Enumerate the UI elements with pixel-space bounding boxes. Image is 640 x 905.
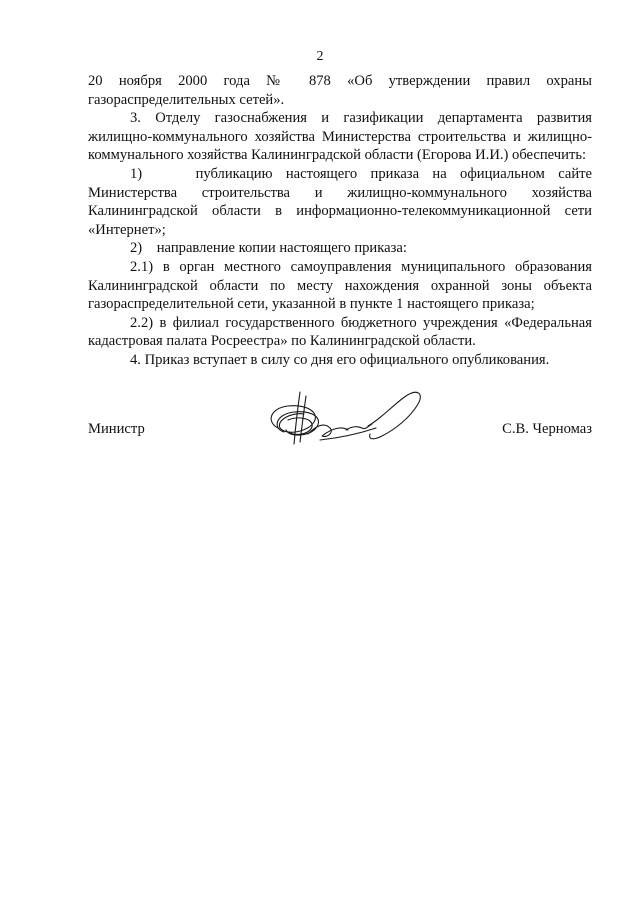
- page-number: 2: [316, 49, 324, 64]
- signatory-name: С.В. Черномаз: [502, 421, 592, 437]
- paragraph-item-4: 4. Приказ вступает в силу со дня его официального опубликования.: [130, 351, 550, 368]
- paragraph-subitem-2: 2) направление копии настоящего приказа:: [130, 240, 407, 257]
- paragraph-item-3: 3. Отделу газоснабжения и газификации департамента развития жилищно-коммунального хозяйства Министерства строительства и жилищно-коммунального хозяйства Калининградской области (Егорова И.И.) обеспечить:: [88, 110, 592, 164]
- paragraph-subitem-2-1: 2.1) в орган местного самоуправления муниципального образования Калининградской области по месту нахождения охранной зоны объекта газораспределительной сети, указанной в пункте 1 настоящего приказа;: [88, 258, 592, 313]
- signatory-title: Министр: [88, 421, 145, 437]
- paragraph-subitem-1: 1) публикацию настоящего приказа на официальном сайте Министерства строительства и жилищно-коммунального хозяйства Калининградской области в информационно-телекоммуникационной сети «Интернет»;: [88, 165, 592, 238]
- document-body: [88, 72, 592, 370]
- signature-block: [88, 382, 592, 462]
- paragraph-subitem-2-2: 2.2) в филиал государственного бюджетного учреждения «Федеральная кадастровая палата Росреестра» по Калининградской области.: [88, 314, 592, 350]
- handwritten-signature-icon: [258, 382, 428, 462]
- paragraph-continuation: 20 ноября 2000 года № 878 «Об утверждении правил охраны газораспределительных сетей».: [88, 73, 592, 108]
